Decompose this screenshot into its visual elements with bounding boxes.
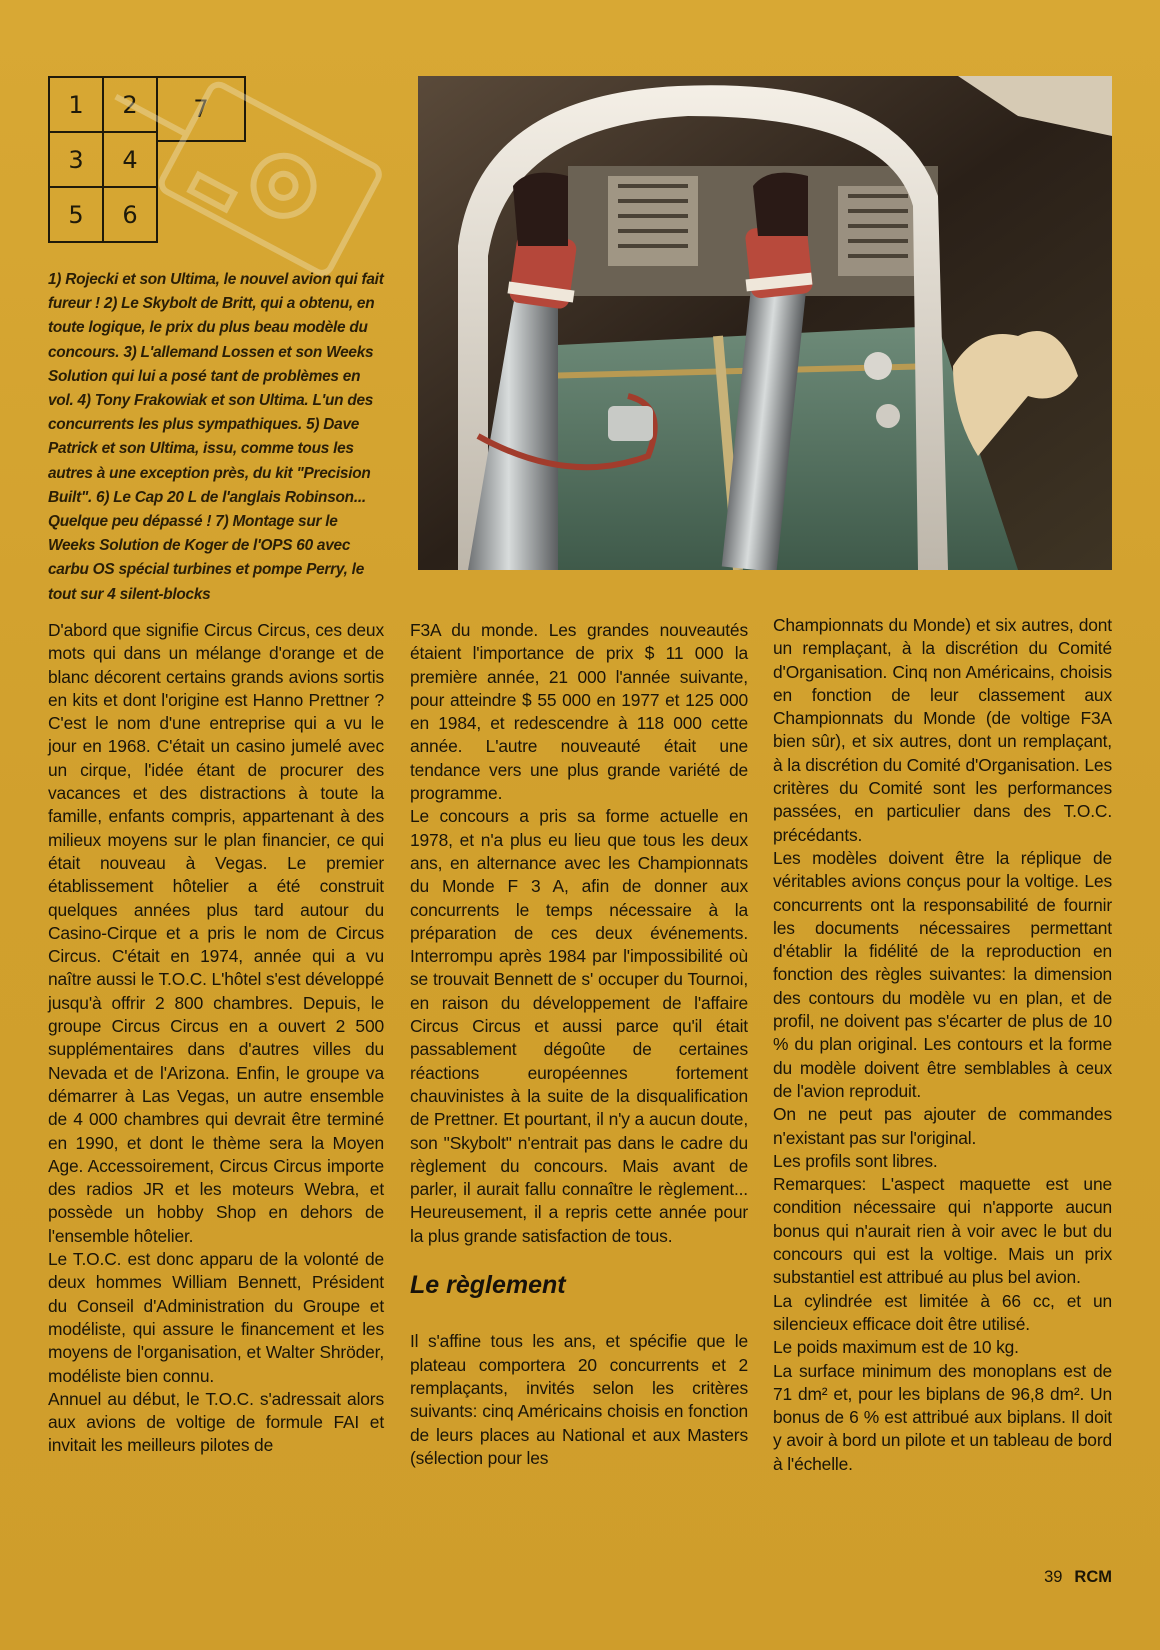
grid-cell-6: 6 [102,186,158,243]
photo-caption: 1) Rojecki et son Ultima, le nouvel avion qui fait fureur ! 2) Le Skybolt de Britt, qui a obtenu, en toute logique, le prix du plus beau modèle du concours. 3) L'allemand Lossen et son Weeks Solution qui lui a posé tant de problèmes en vol. 4) Tony Frakowiak et son Ultima. L'un des concurrents les plus sympathiques. 5) Dave Patrick et son Ultima, issu, comme tous les autres à une exception près, du kit "Precision Built". 6) Le Cap 20 L de l'anglais Robinson... Quelque peu dépassé ! 7) Montage sur le Weeks Solution de Koger de l'OPS 60 avec carbu OS spécial turbines et pompe Perry, le tout sur 4 silent-blocks [48,271,384,603]
page-number: 39 [1044,1568,1063,1586]
paragraph: La cylindrée est limitée à 66 cc, et un silencieux efficace doit être utilisé. [773,1290,1112,1334]
paragraph: Le poids maximum est de 10 kg. [773,1337,1019,1358]
page-footer [1000,1568,1112,1587]
paragraph: Il s'affine tous les ans, et spécifie que le plateau comportera 20 concurrents et 2 remplaçants, invités selon les critères suivants: cinq Américains choisis en fonction de leurs places au National et aux Masters (sélection pour les [410,1331,748,1468]
paragraph: F3A du monde. Les grandes nouveautés étaient l'importance de prix $ 11 000 la première année, 21 000 l'année suivante, pour atteindre $ 55 000 en 1977 et 125 000 en 1984, et redescendre à 118 000 cette année. L'autre nouveauté était une tendance vers une plus grande variété de programme. [410,620,748,804]
grid-cell-5: 5 [48,186,104,243]
paragraph: Les modèles doivent être la réplique de véritables avions conçus pour la voltige. Les concurrents ont la responsabilité de fournir les documents nécessaires permettant d'établir la fidélité de la reproduction en fonction des règles suivantes: la dimension des contours du modèle vu en plan, et de profil, ne doivent pas s'écarter de plus de 10 % du plan original. Les contours et la forme du modèle doivent être semblables à ceux de l'avion reproduit. [773,847,1112,1101]
paragraph: Annuel au début, le T.O.C. s'adressait alors aux avions de voltige de formule FAI et invitait les meilleurs pilotes de [48,1388,384,1456]
article-column-2 [410,619,748,1470]
paragraph: Remarques: L'aspect maquette est une condition nécessaire qui n'apporte aucun bonus qui n'aurait rien à voir avec le but du concours qui est la voltige. Mais un prix substantiel est attribué au plus bel avion. [773,1174,1112,1288]
grid-cell-7: 7 [156,76,246,142]
magazine-name: RCM [1074,1568,1112,1586]
paragraph: Championnats du Monde) et six autres, dont un remplaçant, à la discrétion du Comité d'Organisation. Cinq non Américains, choisis en fonction de leur classement aux Championnats du Monde (de voltige F3A bien sûr), et six autres, dont un remplaçant, à la discrétion du Comité d'Organisation. Les critères du Comité sont les performances passées, en particulier dans des T.O.C. précédants. [773,615,1112,845]
paragraph: On ne peut pas ajouter de commandes n'existant pas sur l'original. [773,1104,1112,1148]
article-column-3 [773,614,1112,1476]
engine-photo [418,76,1112,570]
paragraph: Le concours a pris sa forme actuelle en 1978, et n'a plus eu lieu que tous les deux ans, en alternance avec les Championnats du Monde F 3 A, afin de donner aux concurrents le temps nécessaire à la préparation de ces deux événements. Interrompu après 1984 par l'impossibilité où se trouvait Bennett de s' occuper du Tournoi, en raison du développement de l'affaire Circus Circus et aussi parce qu'il était passablement dégoûte de certaines réactions européennes fortement chauvinistes à la suite de la disqualification de Prettner. Et pourtant, il n'y a aucun doute, son "Skybolt" n'entrait pas dans le cadre du règlement du concours. Mais avant de parler, il aurait fallu connaître le règlement... Heureusement, il a repris cette année pour la plus grande satisfaction de tous. [410,806,748,1246]
grid-cell-3: 3 [48,131,104,188]
grid-cell-2: 2 [102,76,158,133]
paragraph: Les profils sont libres. [773,1150,938,1171]
section-heading: Le règlement [410,1271,566,1300]
grid-cell-1: 1 [48,76,104,133]
article-column-1 [48,619,384,1458]
paragraph: La surface minimum des monoplans est de 71 dm² et, pour les biplans de 96,8 dm². Un bonus de 6 % est attribué aux biplans. Il doit y avoir à bord un pilote et un tableau de bord à l'échelle. [773,1360,1112,1474]
paragraph: D'abord que signifie Circus Circus, ces deux mots qui dans un mélange d'orange et de blanc décorent certains grands avions sortis en kits et dont l'origine est Hanno Prettner ? C'est le nom d'une entreprise qui a vu le jour en 1968. C'était un casino jumelé avec un cirque, l'idée étant de procurer des vacances et des distractions à toute la famille, enfants compris, appartenant à des milieux moyens sur le plan financier, ce qui était nouveau à Vegas. Le premier établissement hôtelier a été construit quelques années plus tard autour du Casino-Cirque et a pris le nom de Circus Circus. C'était en 1974, année qui a vu naître aussi le T.O.C. L'hôtel s'est développé jusqu'à offrir 2 800 chambres. Depuis, le groupe Circus Circus en a ouvert 2 500 supplémentaires dans d'autres villes du Nevada et de l'Arizona. Enfin, le groupe va démarrer à Las Vegas, un autre ensemble de 4 000 chambres qui devrait être terminé en 1990, et dont le thème sera la Moyen Age. Accessoirement, Circus Circus importe des radios JR et les moteurs Webra, et possède un hobby Shop en dehors de l'ensemble hôtelier. [48,620,384,1246]
photo-index-grid [48,76,248,244]
paragraph: Le T.O.C. est donc apparu de la volonté de deux hommes William Bennett, Président du Conseil d'Administration du Groupe et modéliste, qui assure le financement et les moyens de l'organisation, et Walter Shröder, modéliste bien connu. [48,1249,384,1386]
grid-cell-4: 4 [102,131,158,188]
